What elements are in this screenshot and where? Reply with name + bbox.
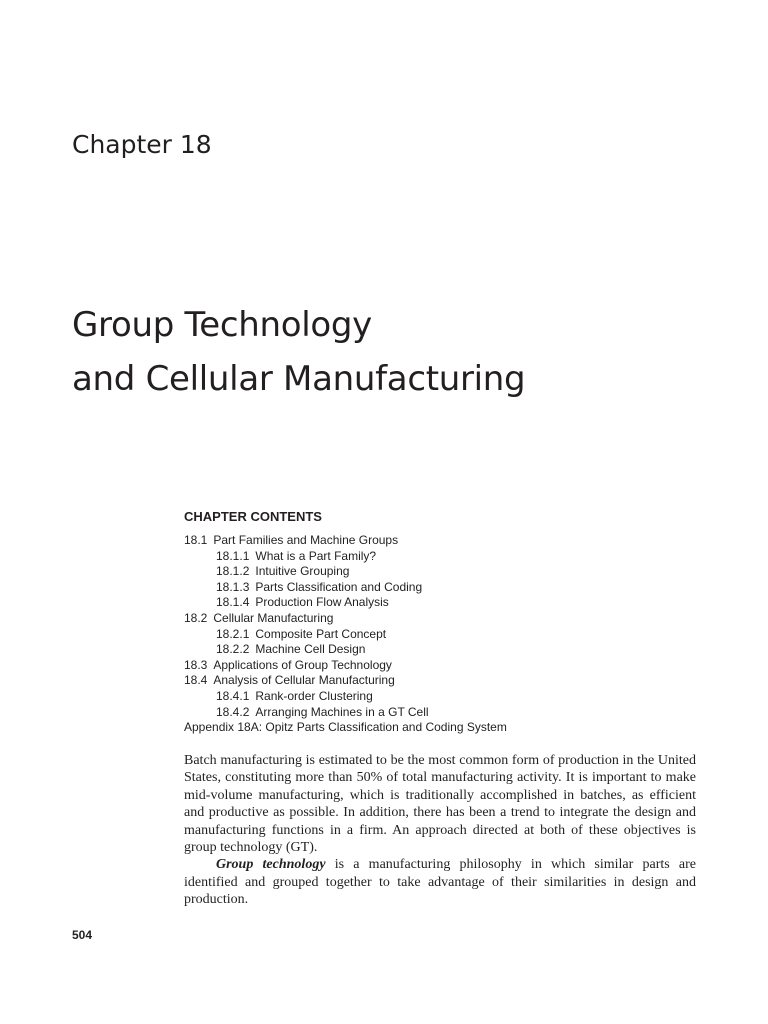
contents-item bbox=[184, 642, 507, 658]
page-number: 504 bbox=[72, 928, 93, 942]
contents-item-label: Production Flow Analysis bbox=[255, 595, 389, 610]
contents-item-number: 18.1.3 bbox=[216, 579, 250, 594]
contents-item-number: 18.1.2 bbox=[216, 564, 250, 579]
contents-item bbox=[184, 595, 507, 611]
contents-item-number: 18.4.2 bbox=[216, 704, 250, 719]
contents-item-label: Intuitive Grouping bbox=[255, 564, 350, 579]
contents-item-number: 18.1.4 bbox=[216, 595, 250, 610]
contents-item bbox=[184, 705, 507, 721]
contents-item-label: What is a Part Family? bbox=[255, 548, 377, 563]
contents-item-label: Rank-order Clustering bbox=[255, 688, 373, 703]
body-text bbox=[184, 752, 696, 909]
contents-item-label: Parts Classification and Coding bbox=[255, 579, 423, 594]
contents-item-number: 18.3 bbox=[184, 657, 208, 672]
contents-item bbox=[184, 533, 507, 549]
body-paragraph-2 bbox=[184, 856, 696, 908]
contents-item-label: Composite Part Concept bbox=[255, 626, 387, 641]
contents-item bbox=[184, 580, 507, 596]
contents-item-number: 18.2.1 bbox=[216, 626, 250, 641]
contents-item-label: Cellular Manufacturing bbox=[213, 610, 334, 625]
key-term: Group technology bbox=[216, 857, 326, 873]
contents-item-label: Appendix 18A: Opitz Parts Classification and Coding System bbox=[184, 720, 507, 735]
contents-item bbox=[184, 627, 507, 643]
contents-item-label: Machine Cell Design bbox=[255, 642, 366, 657]
contents-item-number: 18.4 bbox=[184, 673, 208, 688]
contents-item-label: Part Families and Machine Groups bbox=[213, 533, 399, 547]
chapter-title-line-2: and Cellular Manufacturing bbox=[72, 359, 526, 399]
contents-item-label: Analysis of Cellular Manufacturing bbox=[213, 673, 395, 688]
contents-heading: CHAPTER CONTENTS bbox=[184, 509, 322, 524]
contents-item-label: Arranging Machines in a GT Cell bbox=[255, 704, 429, 719]
contents-item-number: 18.2.2 bbox=[216, 642, 250, 657]
chapter-label: Chapter 18 bbox=[72, 130, 212, 159]
contents-item-label: Applications of Group Technology bbox=[213, 657, 392, 672]
contents-item-number: 18.1.1 bbox=[216, 548, 250, 563]
body-paragraph-2-text: is a manufacturing philosophy in which similar parts are identified and grouped together to take advantage of their similarities in design and production. bbox=[184, 857, 696, 908]
contents-item-number: 18.4.1 bbox=[216, 688, 250, 703]
chapter-title bbox=[72, 298, 525, 406]
contents-item-number: 18.2 bbox=[184, 610, 208, 625]
contents-item bbox=[184, 689, 507, 705]
chapter-title-line-1: Group Technology bbox=[72, 305, 372, 345]
contents-item-number: 18.1 bbox=[184, 533, 208, 547]
contents-item bbox=[184, 673, 507, 689]
contents-item-appendix bbox=[184, 720, 507, 736]
body-paragraph-1: Batch manufacturing is estimated to be the most common form of production in the United States, constituting more than 50% of total manufacturing activity. It is important to make mid-volume manufacturing, which is traditionally accomplished in batches, as efficient and productive as possible. In addition, there has been a trend to integrate the design and manufacturing functions in a firm. An approach directed at both of these objectives is group technology (GT). bbox=[184, 753, 696, 856]
contents-item bbox=[184, 658, 507, 674]
contents-item bbox=[184, 564, 507, 580]
contents-list bbox=[184, 533, 507, 736]
contents-item bbox=[184, 611, 507, 627]
contents-item bbox=[184, 549, 507, 565]
